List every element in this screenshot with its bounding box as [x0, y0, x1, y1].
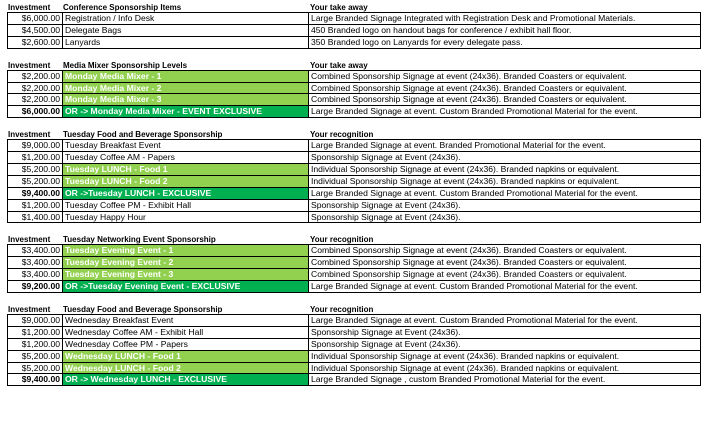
- table-row: [8, 374, 702, 386]
- items-header: Tuesday Food and Beverage Sponsorship: [63, 305, 223, 315]
- section-spacer: [8, 293, 702, 304]
- price-cell: $1,200.00: [7, 151, 63, 164]
- sponsorship-sheet: [8, 2, 702, 386]
- price-cell: $3,400.00: [7, 268, 63, 281]
- section-spacer: [8, 223, 702, 234]
- description-cell: Combined Sponsorship Signage at event (24x36). Branded Coasters or equivalent.: [308, 82, 701, 95]
- price-cell: $5,200.00: [7, 350, 63, 363]
- price-cell: $2,200.00: [7, 70, 63, 83]
- price-cell: $9,000.00: [7, 139, 63, 152]
- items-header: Conference Sponsorship Items: [63, 3, 182, 12]
- item-cell: Delegate Bags: [62, 24, 309, 37]
- investment-header: Investment: [8, 235, 51, 245]
- description-cell: Sponsorship Signage at Event (24x36).: [308, 211, 701, 224]
- item-cell: Wednesday Coffee PM - Papers: [62, 338, 309, 351]
- item-cell: Tuesday Happy Hour: [62, 211, 309, 224]
- price-cell: $5,200.00: [7, 362, 63, 375]
- item-cell: OR -> Wednesday LUNCH - EXCLUSIVE: [62, 373, 309, 386]
- description-cell: Combined Sponsorship Signage at event (24x36). Branded Coasters or equivalent.: [308, 93, 701, 106]
- table-row: [8, 37, 702, 49]
- investment-header: Investment: [8, 60, 51, 70]
- item-cell: Wednesday Breakfast Event: [62, 314, 309, 327]
- item-cell: Lanyards: [62, 36, 309, 49]
- item-cell: Wednesday Coffee AM - Exhibit Hall: [62, 326, 309, 339]
- description-cell: Large Branded Signage at event. Custom Branded Promotional Material for the event.: [308, 280, 701, 293]
- price-cell: $4,500.00: [7, 24, 63, 37]
- item-cell: Monday Media Mixer - 3: [62, 93, 309, 106]
- description-cell: 450 Branded logo on handout bags for conference / exhibit hall floor.: [308, 24, 701, 37]
- items-header: Media Mixer Sponsorship Levels: [63, 60, 188, 70]
- item-cell: Tuesday LUNCH - Food 2: [62, 175, 309, 188]
- description-cell: Combined Sponsorship Signage at event (24x36). Branded Coasters or equivalent.: [308, 256, 701, 269]
- item-cell: Tuesday Coffee AM - Papers: [62, 151, 309, 164]
- section-1: [8, 2, 702, 49]
- description-cell: Individual Sponsorship Signage at event (24x36). Branded napkins or equivalent.: [308, 362, 701, 375]
- description-cell: Sponsorship Signage at Event (24x36).: [308, 338, 701, 351]
- table-row: [8, 106, 702, 118]
- price-cell: $5,200.00: [7, 163, 63, 176]
- description-cell: Combined Sponsorship Signage at event (24x36). Branded Coasters or equivalent.: [308, 70, 701, 83]
- item-cell: OR ->Tuesday Evening Event - EXCLUSIVE: [62, 280, 309, 293]
- price-cell: $3,400.00: [7, 244, 63, 257]
- item-cell: Registration / Info Desk: [62, 12, 309, 25]
- item-cell: OR ->Tuesday LUNCH - EXCLUSIVE: [62, 187, 309, 200]
- description-cell: Combined Sponsorship Signage at event (24x36). Branded Coasters or equivalent.: [308, 268, 701, 281]
- item-cell: Tuesday Breakfast Event: [62, 139, 309, 152]
- investment-header: Investment: [8, 305, 51, 315]
- price-cell: $9,400.00: [7, 187, 63, 200]
- price-cell: $1,200.00: [7, 199, 63, 212]
- section-3: [8, 129, 702, 223]
- recognition-header: Your recognition: [310, 235, 374, 245]
- description-cell: Sponsorship Signage at Event (24x36).: [308, 199, 701, 212]
- description-cell: Sponsorship Signage at Event (24x36).: [308, 151, 701, 164]
- section-spacer: [8, 118, 702, 129]
- investment-header: Investment: [8, 3, 51, 12]
- description-cell: Large Branded Signage at event. Branded Promotional Material for the event.: [308, 139, 701, 152]
- description-cell: Large Branded Signage at event. Custom Branded Promotional Material for the event.: [308, 187, 701, 200]
- description-cell: Combined Sponsorship Signage at event (24x36). Branded Coasters or equivalent.: [308, 244, 701, 257]
- price-cell: $1,200.00: [7, 338, 63, 351]
- section-2: [8, 60, 702, 119]
- item-cell: Tuesday Evening Event - 3: [62, 268, 309, 281]
- price-cell: $2,200.00: [7, 93, 63, 106]
- items-header: Tuesday Networking Event Sponsorship: [63, 235, 216, 245]
- section-4: [8, 234, 702, 293]
- price-cell: $6,000.00: [7, 12, 63, 25]
- price-cell: $3,400.00: [7, 256, 63, 269]
- item-cell: Wednesday LUNCH - Food 1: [62, 350, 309, 363]
- investment-header: Investment: [8, 130, 51, 140]
- recognition-header: Your recognition: [310, 305, 374, 315]
- price-cell: $9,400.00: [7, 373, 63, 386]
- item-cell: OR -> Monday Media Mixer - EVENT EXCLUSIVE: [62, 105, 309, 118]
- recognition-header: Your take away: [310, 60, 368, 70]
- price-cell: $6,000.00: [7, 105, 63, 118]
- description-cell: 350 Branded logo on Lanyards for every delegate pass.: [308, 36, 701, 49]
- description-cell: Individual Sponsorship Signage at event (24x36). Branded napkins or equivalent.: [308, 350, 701, 363]
- price-cell: $1,200.00: [7, 326, 63, 339]
- price-cell: $2,200.00: [7, 82, 63, 95]
- description-cell: Large Branded Signage Integrated with Registration Desk and Promotional Materials.: [308, 12, 701, 25]
- items-header: Tuesday Food and Beverage Sponsorship: [63, 130, 223, 140]
- description-cell: Large Branded Signage at event. Custom Branded Promotional Material for the event.: [308, 105, 701, 118]
- recognition-header: Your take away: [310, 3, 368, 12]
- description-cell: Individual Sponsorship Signage at event (24x36). Branded napkins or equivalent.: [308, 175, 701, 188]
- item-cell: Tuesday LUNCH - Food 1: [62, 163, 309, 176]
- description-cell: Sponsorship Signage at Event (24x36).: [308, 326, 701, 339]
- table-row: [8, 281, 702, 293]
- description-cell: Large Branded Signage at event. Custom Branded Promotional Material for the event.: [308, 314, 701, 327]
- description-cell: Large Branded Signage , custom Branded Promotional Material for the event.: [308, 373, 701, 386]
- item-cell: Wednesday LUNCH - Food 2: [62, 362, 309, 375]
- price-cell: $9,000.00: [7, 314, 63, 327]
- item-cell: Tuesday Coffee PM - Exhibit Hall: [62, 199, 309, 212]
- price-cell: $1,400.00: [7, 211, 63, 224]
- item-cell: Monday Media Mixer - 2: [62, 82, 309, 95]
- description-cell: Individual Sponsorship Signage at event (24x36). Branded napkins or equivalent.: [308, 163, 701, 176]
- section-spacer: [8, 49, 702, 60]
- price-cell: $5,200.00: [7, 175, 63, 188]
- item-cell: Tuesday Evening Event - 2: [62, 256, 309, 269]
- table-row: [8, 212, 702, 224]
- item-cell: Monday Media Mixer - 1: [62, 70, 309, 83]
- price-cell: $2,600.00: [7, 36, 63, 49]
- item-cell: Tuesday Evening Event - 1: [62, 244, 309, 257]
- section-5: [8, 304, 702, 386]
- price-cell: $9,200.00: [7, 280, 63, 293]
- recognition-header: Your recognition: [310, 130, 374, 140]
